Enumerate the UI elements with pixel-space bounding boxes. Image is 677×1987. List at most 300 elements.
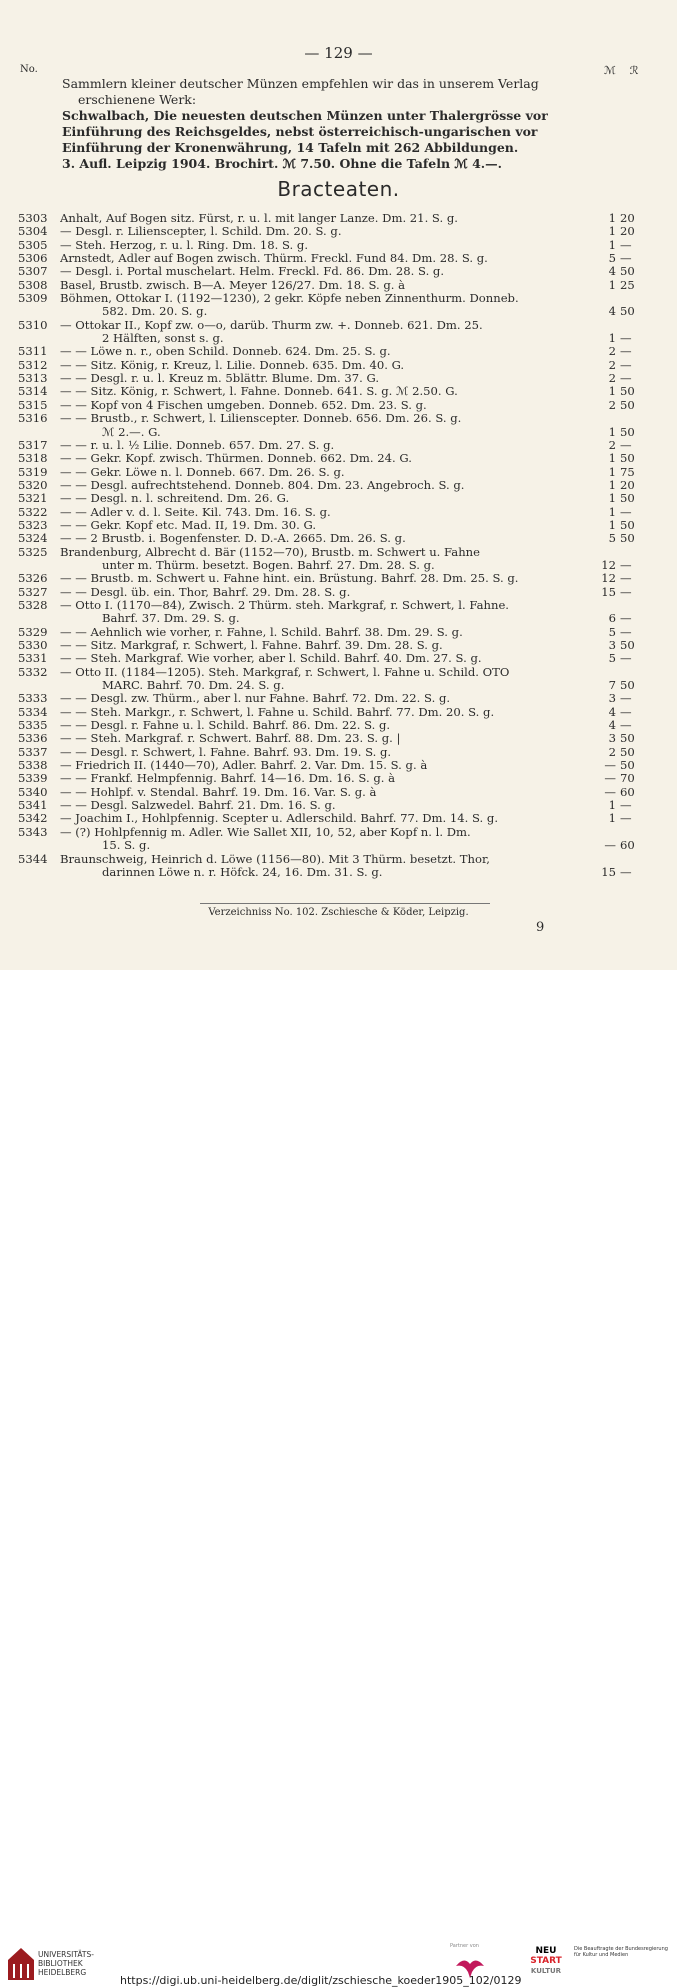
- entry-line: [18, 799, 638, 812]
- partner-label: Partner von: [450, 1943, 479, 1949]
- catalogue-entry: [18, 412, 638, 439]
- federal-government-credit: Die Beauftragte der Bundesregierung für Kultur und Medien: [574, 1946, 668, 1958]
- price-pfennig: 20: [620, 477, 635, 492]
- entry-line: [18, 252, 638, 265]
- price-mark: 4: [608, 304, 616, 319]
- price-pfennig: 50: [620, 638, 635, 652]
- entry-line: [18, 692, 638, 705]
- price-mark: 15: [601, 864, 616, 879]
- price-pfennig: —: [620, 704, 632, 719]
- price-pfennig: —: [620, 691, 632, 706]
- entry-description: — — Gekr. Kopf etc. Mad. II, 19. Dm. 30. G.: [60, 518, 317, 532]
- entry-line: [18, 359, 638, 372]
- price-mark: 1: [608, 424, 616, 439]
- price-pfennig: 50: [620, 758, 635, 773]
- price-pfennig: —: [620, 557, 632, 572]
- entry-description: — — Sitz. Markgraf, r. Schwert, l. Fahne. Bahrf. 39. Dm. 28. S. g.: [60, 639, 443, 652]
- catalogue-entry: [18, 532, 638, 545]
- entry-line: [18, 292, 638, 305]
- entry-description: — — Löwe n. r., oben Schild. Donneb. 624. Dm. 25. S. g.: [60, 345, 391, 359]
- catalogue-entry: [18, 586, 638, 599]
- catalogue-entry: [18, 719, 638, 732]
- entry-line: [18, 853, 638, 866]
- entry-line: [18, 452, 638, 465]
- entry-line: [18, 679, 638, 692]
- price-mark: —: [604, 784, 616, 799]
- price-pfennig: —: [620, 624, 632, 639]
- catalogue-entry: [18, 626, 638, 639]
- price-mark: 1: [608, 811, 616, 826]
- entry-number: 5306: [18, 251, 48, 266]
- entry-line: [18, 866, 638, 879]
- price-pfennig: —: [620, 611, 632, 626]
- entry-line: [18, 639, 638, 652]
- entry-line: [18, 319, 638, 332]
- entry-line: [18, 786, 638, 799]
- entry-number: 5329: [18, 624, 48, 639]
- price-mark: 5: [608, 251, 616, 266]
- entry-line: [18, 652, 638, 665]
- entry-description: — — Desgl. üb. ein. Thor, Bahrf. 29. Dm. 28. S. g.: [60, 585, 351, 599]
- entry-number: 5322: [18, 504, 48, 519]
- entry-number: 5307: [18, 264, 48, 279]
- column-header-number: No.: [20, 64, 38, 75]
- footer-imprint: Verzeichniss No. 102. Zschiesche & Köder, Leipzig.: [208, 907, 469, 918]
- university-library-logo-icon: [6, 1946, 36, 1982]
- price-pfennig: —: [620, 331, 632, 346]
- catalogue-entry: [18, 225, 638, 238]
- price-pfennig: —: [620, 864, 632, 879]
- price-mark: 1: [608, 517, 616, 532]
- entry-description: — — Desgl. Salzwedel. Bahrf. 21. Dm. 16. S. g.: [60, 799, 336, 813]
- price-mark: 4: [608, 704, 616, 719]
- price-pfennig: —: [620, 344, 632, 359]
- viewer-bottom-bar: [0, 970, 677, 1987]
- catalogue-entry: [18, 652, 638, 665]
- price-mark: 5: [608, 651, 616, 666]
- price-pfennig: 50: [620, 451, 635, 466]
- entry-line: [18, 706, 638, 719]
- entry-line: [18, 612, 638, 625]
- catalogue-entry: [18, 212, 638, 225]
- entry-line: [18, 466, 638, 479]
- price-mark: 1: [608, 464, 616, 479]
- institution-line: HEIDELBERG: [38, 1968, 87, 1977]
- neustart-kultur-logo: [528, 1946, 564, 1976]
- price-pfennig: 60: [620, 838, 635, 853]
- entry-number: 5321: [18, 491, 48, 506]
- entry-number: 5312: [18, 357, 48, 372]
- entry-line: [18, 599, 638, 612]
- entry-line: [18, 225, 638, 238]
- price-pfennig: 60: [620, 784, 635, 799]
- price-mark: 1: [608, 331, 616, 346]
- entry-description: MARC. Bahrf. 70. Dm. 24. S. g.: [102, 679, 285, 693]
- entry-line: [18, 559, 638, 572]
- institution-line: BIBLIOTHEK: [38, 1959, 83, 1968]
- price-pfennig: 50: [620, 744, 635, 759]
- catalogue-entry: [18, 826, 638, 853]
- work-line: Einführung der Kronenwährung, 14 Tafeln mit 262 Abbildungen.: [62, 140, 519, 155]
- price-mark: 3: [608, 691, 616, 706]
- price-pfennig: 50: [620, 304, 635, 319]
- entry-number: 5340: [18, 784, 48, 799]
- catalogue-entry: [18, 812, 638, 825]
- entry-line: [18, 826, 638, 839]
- entry-number: 5337: [18, 744, 48, 759]
- entry-number: 5309: [18, 291, 48, 306]
- footer-rule: [200, 903, 490, 904]
- page-number: — 129 —: [304, 44, 373, 62]
- price-mark: 2: [608, 437, 616, 452]
- entry-description: — — Steh. Markgr., r. Schwert, l. Fahne u. Schild. Bahrf. 77. Dm. 20. S. g.: [60, 705, 495, 719]
- price-mark: 5: [608, 531, 616, 546]
- entry-line: [18, 492, 638, 505]
- entry-description: — Desgl. i. Portal muschelart. Helm. Freckl. Fd. 86. Dm. 28. S. g.: [60, 265, 445, 279]
- institution-line: UNIVERSITÄTS-: [38, 1950, 94, 1959]
- price-pfennig: 25: [620, 277, 635, 292]
- entry-line: [18, 385, 638, 398]
- price-mark: 4: [608, 264, 616, 279]
- entry-number: 5316: [18, 411, 48, 426]
- entry-number: 5344: [18, 851, 48, 866]
- price-pfennig: 50: [620, 678, 635, 693]
- price-mark: 12: [601, 557, 616, 572]
- catalogue-entry: [18, 319, 638, 346]
- catalogue-entry: [18, 506, 638, 519]
- catalogue-entry: [18, 252, 638, 265]
- entry-description: — — Sitz. König, r. Kreuz, l. Lilie. Donneb. 635. Dm. 40. G.: [60, 358, 405, 372]
- entry-number: 5314: [18, 384, 48, 399]
- price-mark: —: [604, 838, 616, 853]
- entry-description: — — Hohlpf. v. Stendal. Bahrf. 19. Dm. 16. Var. S. g. à: [60, 785, 377, 799]
- entry-description: — — Steh. Markgraf. Wie vorher, aber l. Schild. Bahrf. 40. Dm. 27. S. g.: [60, 652, 482, 666]
- price-pfennig: 20: [620, 211, 635, 225]
- entry-number: 5305: [18, 237, 48, 252]
- price-mark: 2: [608, 371, 616, 386]
- catalogue-entry: [18, 572, 638, 585]
- price-pfennig: —: [620, 571, 632, 586]
- entry-description: — — Desgl. r. Fahne u. l. Schild. Bahrf. 86. Dm. 22. S. g.: [60, 719, 391, 733]
- price-mark: 6: [608, 611, 616, 626]
- entry-description: — — Desgl. zw. Thürm., aber l. nur Fahne. Bahrf. 72. Dm. 22. S. g.: [60, 692, 451, 706]
- entry-number: 5338: [18, 758, 48, 773]
- entry-number: 5334: [18, 704, 48, 719]
- price-mark: 3: [608, 638, 616, 652]
- price-mark: 2: [608, 357, 616, 372]
- work-line: 3. Aufl. Leipzig 1904. Brochirt. ℳ 7.50. Ohne die Tafeln ℳ 4.—.: [62, 156, 503, 171]
- entry-description: — — Steh. Markgraf. r. Schwert. Bahrf. 88. Dm. 23. S. g. |: [60, 732, 401, 746]
- entry-number: 5303: [18, 211, 48, 225]
- entry-number: 5308: [18, 277, 48, 292]
- intro-line: erschienene Werk:: [78, 92, 197, 107]
- price-pfennig: —: [620, 237, 632, 252]
- price-mark: 1: [608, 477, 616, 492]
- price-pfennig: —: [620, 811, 632, 826]
- entry-line: [18, 839, 638, 852]
- catalogue-entry: [18, 466, 638, 479]
- entry-description: — — Frankf. Helmpfennig. Bahrf. 14—16. Dm. 16. S. g. à: [60, 772, 396, 786]
- entry-line: [18, 519, 638, 532]
- entry-line: [18, 586, 638, 599]
- entry-line: [18, 572, 638, 585]
- entry-description: — Otto II. (1184—1205). Steh. Markgraf, r. Schwert, l. Fahne u. Schild. OTO: [60, 665, 510, 679]
- price-mark: 1: [608, 277, 616, 292]
- price-pfennig: —: [620, 437, 632, 452]
- entry-number: 5315: [18, 397, 48, 412]
- price-mark: 4: [608, 718, 616, 733]
- entry-number: 5335: [18, 718, 48, 733]
- catalogue-entry: [18, 772, 638, 785]
- catalogue-entry: [18, 853, 638, 880]
- entry-description: Anhalt, Auf Bogen sitz. Fürst, r. u. l. mit langer Lanze. Dm. 21. S. g.: [60, 212, 458, 225]
- section-title: Bracteaten.: [277, 177, 400, 201]
- neustart-line: START: [530, 1956, 562, 1966]
- entry-number: 5343: [18, 824, 48, 839]
- currency-pfennig: ℛ: [629, 64, 639, 77]
- entry-line: [18, 412, 638, 425]
- catalogue-entry: [18, 265, 638, 278]
- entry-number: 5318: [18, 451, 48, 466]
- catalogue-entry: [18, 599, 638, 626]
- catalogue-entry: [18, 359, 638, 372]
- folio-number: 9: [536, 920, 545, 935]
- entry-number: 5328: [18, 597, 48, 612]
- catalogue-entry: [18, 345, 638, 358]
- price-pfennig: 50: [620, 731, 635, 746]
- entry-number: 5331: [18, 651, 48, 666]
- price-pfennig: —: [620, 371, 632, 386]
- price-pfennig: 50: [620, 424, 635, 439]
- price-pfennig: 70: [620, 771, 635, 786]
- entry-description: — — Brustb., r. Schwert, l. Lilienscepter. Donneb. 656. Dm. 26. S. g.: [60, 412, 462, 426]
- entry-line: [18, 626, 638, 639]
- entry-number: 5323: [18, 517, 48, 532]
- intro-text: [62, 76, 580, 108]
- entry-number: 5313: [18, 371, 48, 386]
- entry-line: [18, 479, 638, 492]
- catalogue-entry: [18, 746, 638, 759]
- entry-line: [18, 305, 638, 318]
- entry-line: [18, 399, 638, 412]
- catalogue-entry: [18, 732, 638, 745]
- price-pfennig: 20: [620, 224, 635, 239]
- entry-line: [18, 426, 638, 439]
- price-pfennig: 50: [620, 384, 635, 399]
- catalogue-entry: [18, 666, 638, 693]
- entry-number: 5339: [18, 771, 48, 786]
- entry-number: 5320: [18, 477, 48, 492]
- price-mark: 1: [608, 491, 616, 506]
- price-pfennig: —: [620, 798, 632, 813]
- catalogue-entry: [18, 799, 638, 812]
- entry-description: Braunschweig, Heinrich d. Löwe (1156—80). Mit 3 Thürm. besetzt. Thor,: [60, 852, 490, 866]
- entry-description: — — Adler v. d. l. Seite. Kil. 743. Dm. 16. S. g.: [60, 505, 331, 519]
- price-pfennig: —: [620, 251, 632, 266]
- catalogue-entry: [18, 439, 638, 452]
- price-mark: 2: [608, 344, 616, 359]
- catalogue-entry: [18, 399, 638, 412]
- price-pfennig: 50: [620, 397, 635, 412]
- catalogue-entry: [18, 479, 638, 492]
- catalogue-entry: [18, 639, 638, 652]
- entry-number: 5332: [18, 664, 48, 679]
- entry-description: — — Aehnlich wie vorher, r. Fahne, l. Schild. Bahrf. 38. Dm. 29. S. g.: [60, 625, 463, 639]
- entry-number: 5330: [18, 638, 48, 652]
- catalogue-entry: [18, 706, 638, 719]
- price-mark: 5: [608, 624, 616, 639]
- price-mark: 1: [608, 211, 616, 225]
- price-pfennig: —: [620, 357, 632, 372]
- catalogue-entry: [18, 546, 638, 573]
- entry-line: [18, 506, 638, 519]
- price-mark: 15: [601, 584, 616, 599]
- entry-line: [18, 439, 638, 452]
- price-pfennig: —: [620, 584, 632, 599]
- entry-line: [18, 732, 638, 745]
- entry-description: unter m. Thürm. besetzt. Bogen. Bahrf. 27. Dm. 28. S. g.: [102, 558, 435, 572]
- price-mark: 1: [608, 504, 616, 519]
- price-mark: 1: [608, 237, 616, 252]
- price-mark: 1: [608, 798, 616, 813]
- entry-number: 5327: [18, 584, 48, 599]
- catalogue-entry: [18, 759, 638, 772]
- entry-number: 5326: [18, 571, 48, 586]
- entry-description: — — Brustb. m. Schwert u. Fahne hint. ein. Brüstung. Bahrf. 28. Dm. 25. S. g.: [60, 572, 519, 586]
- catalogue-entries: [18, 212, 638, 879]
- catalogue-entry: [18, 452, 638, 465]
- entry-number: 5325: [18, 544, 48, 559]
- price-pfennig: 50: [620, 264, 635, 279]
- entry-line: [18, 719, 638, 732]
- entry-line: [18, 239, 638, 252]
- intro-line: Sammlern kleiner deutscher Münzen empfehlen wir das in unserem Verlag: [62, 76, 539, 91]
- entry-description: — Joachim I., Hohlpfennig. Scepter u. Adlerschild. Bahrf. 77. Dm. 14. S. g.: [60, 812, 499, 826]
- work-line: Einführung des Reichsgeldes, nebst österreichisch-ungarischen vor: [62, 124, 538, 139]
- catalogue-entry: [18, 385, 638, 398]
- entry-description: — — Kopf von 4 Fischen umgeben. Donneb. 652. Dm. 23. S. g.: [60, 398, 427, 412]
- entry-line: [18, 279, 638, 292]
- entry-line: [18, 345, 638, 358]
- price-mark: 3: [608, 731, 616, 746]
- entry-description: — — Desgl. r. u. l. Kreuz m. 5blättr. Blume. Dm. 37. G.: [60, 372, 380, 386]
- entry-line: [18, 666, 638, 679]
- price-pfennig: 75: [620, 464, 635, 479]
- price-pfennig: —: [620, 718, 632, 733]
- entry-number: 5342: [18, 811, 48, 826]
- entry-description: 2 Hälften, sonst s. g.: [102, 332, 224, 346]
- price-mark: 2: [608, 744, 616, 759]
- entry-description: — Otto I. (1170—84), Zwisch. 2 Thürm. steh. Markgraf, r. Schwert, l. Fahne.: [60, 598, 509, 612]
- entry-description: — — 2 Brustb. i. Bogenfenster. D. D.-A. 2665. Dm. 26. S. g.: [60, 532, 406, 546]
- catalogue-entry: [18, 519, 638, 532]
- price-pfennig: 50: [620, 491, 635, 506]
- catalogue-entry: [18, 786, 638, 799]
- entry-line: [18, 212, 638, 225]
- price-mark: 7: [608, 678, 616, 693]
- entry-description: — — Desgl. aufrechtstehend. Donneb. 804. Dm. 23. Angebroch. S. g.: [60, 478, 465, 492]
- entry-description: — — Sitz. König, r. Schwert, l. Fahne. Donneb. 641. S. g. ℳ 2.50. G.: [60, 385, 458, 399]
- entry-line: [18, 746, 638, 759]
- entry-description: — Steh. Herzog, r. u. l. Ring. Dm. 18. S. g.: [60, 238, 309, 252]
- entry-line: [18, 772, 638, 785]
- column-header-currency: [590, 64, 639, 77]
- entry-line: [18, 759, 638, 772]
- price-mark: 12: [601, 571, 616, 586]
- entry-description: — (?) Hohlpfennig m. Adler. Wie Sallet XII, 10, 52, aber Kopf n. l. Dm.: [60, 825, 471, 839]
- page-url-link[interactable]: https://digi.ub.uni-heidelberg.de/diglit/zschiesche_koeder1905_102/0129: [120, 1974, 522, 1987]
- entry-description: — — Gekr. Löwe n. l. Donneb. 667. Dm. 26. S. g.: [60, 465, 345, 479]
- price-mark: 1: [608, 384, 616, 399]
- entry-description: ℳ 2.—. G.: [102, 425, 161, 439]
- institution-name: [38, 1950, 94, 1977]
- entry-description: — Friedrich II. (1440—70), Adler. Bahrf. 2. Var. Dm. 15. S. g. à: [60, 759, 428, 773]
- entry-description: Basel, Brustb. zwisch. B—A. Meyer 126/27. Dm. 18. S. g. à: [60, 278, 406, 292]
- entry-description: — Ottokar II., Kopf zw. o—o, darüb. Thurm zw. +. Donneb. 621. Dm. 25.: [60, 318, 483, 332]
- entry-line: [18, 372, 638, 385]
- entry-description: 15. S. g.: [102, 839, 151, 853]
- price-pfennig: —: [620, 651, 632, 666]
- entry-description: darinnen Löwe n. r. Höfck. 24, 16. Dm. 31. S. g.: [102, 865, 383, 879]
- price-mark: —: [604, 758, 616, 773]
- entry-number: 5311: [18, 344, 48, 359]
- entry-description: — — r. u. l. ½ Lilie. Donneb. 657. Dm. 27. S. g.: [60, 438, 335, 452]
- entry-description: 582. Dm. 20. S. g.: [102, 305, 208, 319]
- entry-description: — — Desgl. r. Schwert, l. Fahne. Bahrf. 93. Dm. 19. S. g.: [60, 745, 392, 759]
- entry-description: — Desgl. r. Lilienscepter, l. Schild. Dm. 20. S. g.: [60, 225, 342, 239]
- neustart-line: KULTUR: [530, 1967, 562, 1975]
- catalogue-entry: [18, 372, 638, 385]
- entry-description: Arnstedt, Adler auf Bogen zwisch. Thürm. Freckl. Fund 84. Dm. 28. S. g.: [60, 252, 488, 266]
- catalogue-entry: [18, 492, 638, 505]
- currency-mark: ℳ: [604, 64, 616, 77]
- entry-line: [18, 265, 638, 278]
- price-mark: 2: [608, 397, 616, 412]
- entry-number: 5310: [18, 317, 48, 332]
- entry-number: 5324: [18, 531, 48, 546]
- price-mark: 1: [608, 224, 616, 239]
- entry-description: — — Gekr. Kopf. zwisch. Thürmen. Donneb. 662. Dm. 24. G.: [60, 452, 412, 466]
- document-page: [0, 0, 677, 970]
- advertised-work: [62, 108, 582, 172]
- entry-number: 5336: [18, 731, 48, 746]
- entry-number: 5317: [18, 437, 48, 452]
- entry-line: [18, 332, 638, 345]
- entry-description: Brandenburg, Albrecht d. Bär (1152—70), Brustb. m. Schwert u. Fahne: [60, 545, 481, 559]
- catalogue-entry: [18, 292, 638, 319]
- price-pfennig: —: [620, 504, 632, 519]
- catalogue-entry: [18, 239, 638, 252]
- price-pfennig: 50: [620, 517, 635, 532]
- entry-number: 5333: [18, 691, 48, 706]
- entry-description: Bahrf. 37. Dm. 29. S. g.: [102, 612, 240, 626]
- entry-number: 5319: [18, 464, 48, 479]
- price-mark: 1: [608, 451, 616, 466]
- entry-number: 5341: [18, 798, 48, 813]
- work-line: Schwalbach, Die neuesten deutschen Münzen unter Thalergrösse vor: [62, 108, 548, 123]
- entry-line: [18, 812, 638, 825]
- catalogue-entry: [18, 279, 638, 292]
- catalogue-entry: [18, 692, 638, 705]
- entry-description: — — Desgl. n. l. schreitend. Dm. 26. G.: [60, 492, 290, 506]
- entry-line: [18, 546, 638, 559]
- entry-number: 5304: [18, 224, 48, 239]
- neustart-line: NEU: [535, 1946, 557, 1956]
- entry-description: Böhmen, Ottokar I. (1192—1230), 2 gekr. Köpfe neben Zinnenthurm. Donneb.: [60, 292, 519, 306]
- price-pfennig: 50: [620, 531, 635, 546]
- entry-line: [18, 532, 638, 545]
- price-mark: —: [604, 771, 616, 786]
